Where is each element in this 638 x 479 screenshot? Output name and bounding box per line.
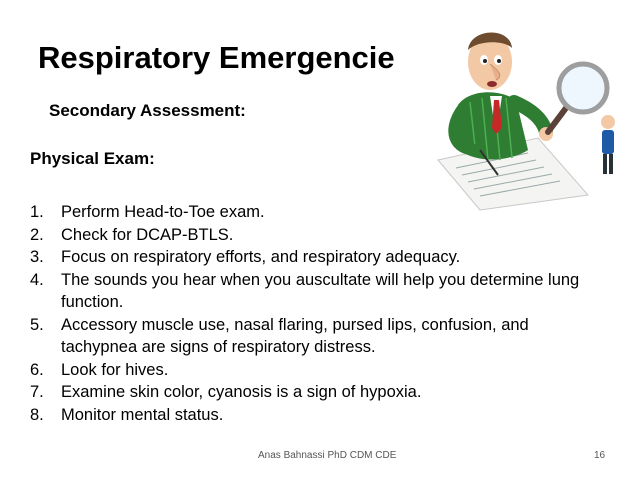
- magnifying-glass-icon: [548, 64, 607, 132]
- small-man-figure: [601, 115, 615, 174]
- list-item-number: 2.: [30, 225, 44, 244]
- list-item-number: 7.: [30, 383, 44, 401]
- footer-author: Anas Bahnassi PhD CDM CDE: [258, 450, 397, 461]
- list-item-number: 6.: [30, 360, 44, 379]
- steps-list: [30, 201, 590, 426]
- list-item: [30, 269, 590, 314]
- list-item-text: The sounds you hear when you auscultate will help you determine lung function.: [61, 270, 580, 311]
- list-item: [30, 224, 590, 247]
- list-item-text: Accessory muscle use, nasal flaring, pursed lips, confusion, and tachypnea are signs of respiratory distress.: [61, 315, 529, 356]
- list-item-text: Perform Head-to-Toe exam.: [61, 203, 265, 221]
- list-item: [30, 359, 590, 382]
- list-item-number: 1.: [30, 203, 44, 221]
- list-item: [30, 404, 590, 427]
- page-number: 16: [594, 450, 606, 461]
- list-item: [30, 381, 590, 404]
- list-item-number: 3.: [30, 248, 44, 266]
- list-item: [30, 246, 590, 269]
- list-item-text: Examine skin color, cyanosis is a sign of hypoxia.: [61, 383, 422, 401]
- slide-subtitle: Secondary Assessment:: [49, 101, 246, 120]
- list-item-text: Monitor mental status.: [61, 405, 224, 424]
- list-item-number: 5.: [30, 315, 44, 334]
- list-item-text: Focus on respiratory efforts, and respiratory adequacy.: [61, 248, 461, 266]
- list-item-number: 8.: [30, 405, 44, 424]
- list-item: [30, 314, 590, 359]
- inspector-illustration: [418, 10, 638, 215]
- section-heading: Physical Exam:: [30, 149, 155, 168]
- slide-title: Respiratory Emergencie: [38, 40, 395, 75]
- list-item-number: 4.: [30, 270, 44, 289]
- list-item-text: Check for DCAP-BTLS.: [61, 225, 234, 244]
- list-item-text: Look for hives.: [61, 360, 169, 379]
